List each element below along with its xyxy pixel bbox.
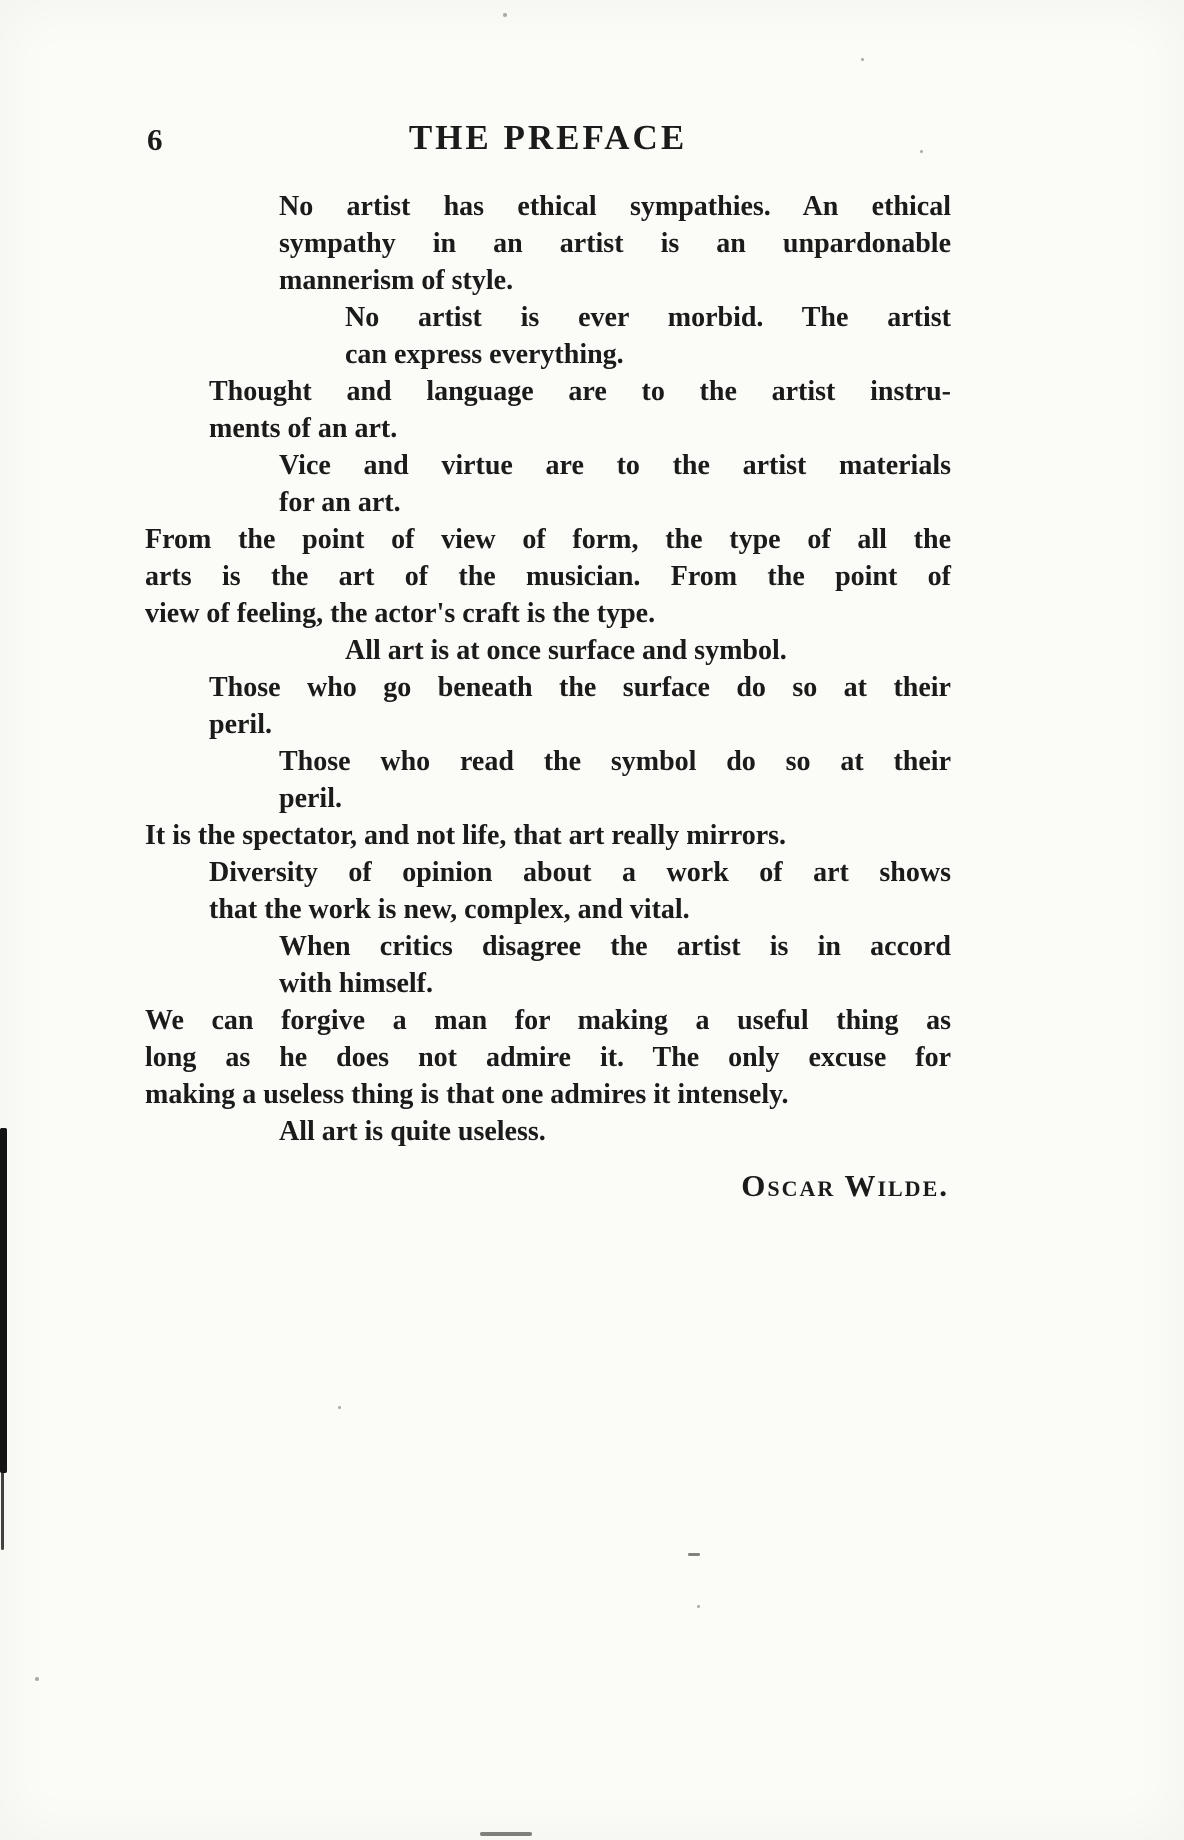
scan-speck [338,1406,341,1409]
paragraph [145,1002,951,1113]
paragraph [145,817,951,854]
text-line: that the work is new, complex, and vital. [209,894,690,925]
scan-edge-artifact-tail [1,1470,4,1550]
text-line: ments of an art. [209,413,398,444]
text-line: peril. [209,709,272,740]
paragraph [279,447,951,521]
text-line: All art is at once surface and symbol. [345,635,787,666]
scan-speck [861,58,864,61]
text-line: When critics disagree the artist is in accord [279,931,951,962]
text-line: peril. [279,783,342,814]
author-signature: Oscar Wilde. [741,1168,949,1203]
text-line: Those who read the symbol do so at their [279,746,951,777]
text-line: with himself. [279,968,433,999]
scan-edge-artifact [0,1128,7,1473]
text-line: sympathy in an artist is an unpardonable [279,228,951,259]
scan-smudge [480,1832,532,1836]
text-line: It is the spectator, and not life, that art really mirrors. [145,820,787,851]
paragraph [279,1113,951,1150]
text-line: No artist has ethical sympathies. An ethical [279,191,951,222]
page-title: THE PREFACE [408,118,688,157]
text-line: view of feeling, the actor's craft is the type. [145,598,656,629]
page-header [145,118,951,162]
text-line: We can forgive a man for making a useful thing as [145,1005,951,1036]
text-line: Thought and language are to the artist instru- [209,376,951,407]
scan-speck [920,150,923,153]
text-line: for an art. [279,487,401,518]
paragraph [279,743,951,817]
scan-smudge [688,1553,700,1556]
paragraph [345,299,951,373]
paragraph [209,854,951,928]
text-line: From the point of view of form, the type of all the [145,524,951,555]
scan-speck [697,1605,700,1608]
text-line: All art is quite useless. [279,1116,546,1147]
page-number: 6 [147,122,163,157]
preface-body [145,188,951,1204]
paragraph [209,373,951,447]
text-line: can express everything. [345,339,624,370]
text-line: long as he does not admire it. The only excuse for [145,1042,951,1073]
text-line: arts is the art of the musician. From the point of [145,561,951,592]
scan-speck [503,13,507,17]
scan-speck [35,1677,39,1681]
text-line: mannerism of style. [279,265,514,296]
paragraph [279,188,951,299]
text-line: No artist is ever morbid. The artist [345,302,951,333]
text-line: making a useless thing is that one admires it intensely. [145,1079,789,1110]
text-line: Those who go beneath the surface do so at their [209,672,951,703]
paragraph [345,632,951,669]
text-line: Vice and virtue are to the artist materials [279,450,951,481]
paragraph [279,928,951,1002]
text-line: Diversity of opinion about a work of art shows [209,857,951,888]
paragraph [145,521,951,632]
paragraph [209,669,951,743]
